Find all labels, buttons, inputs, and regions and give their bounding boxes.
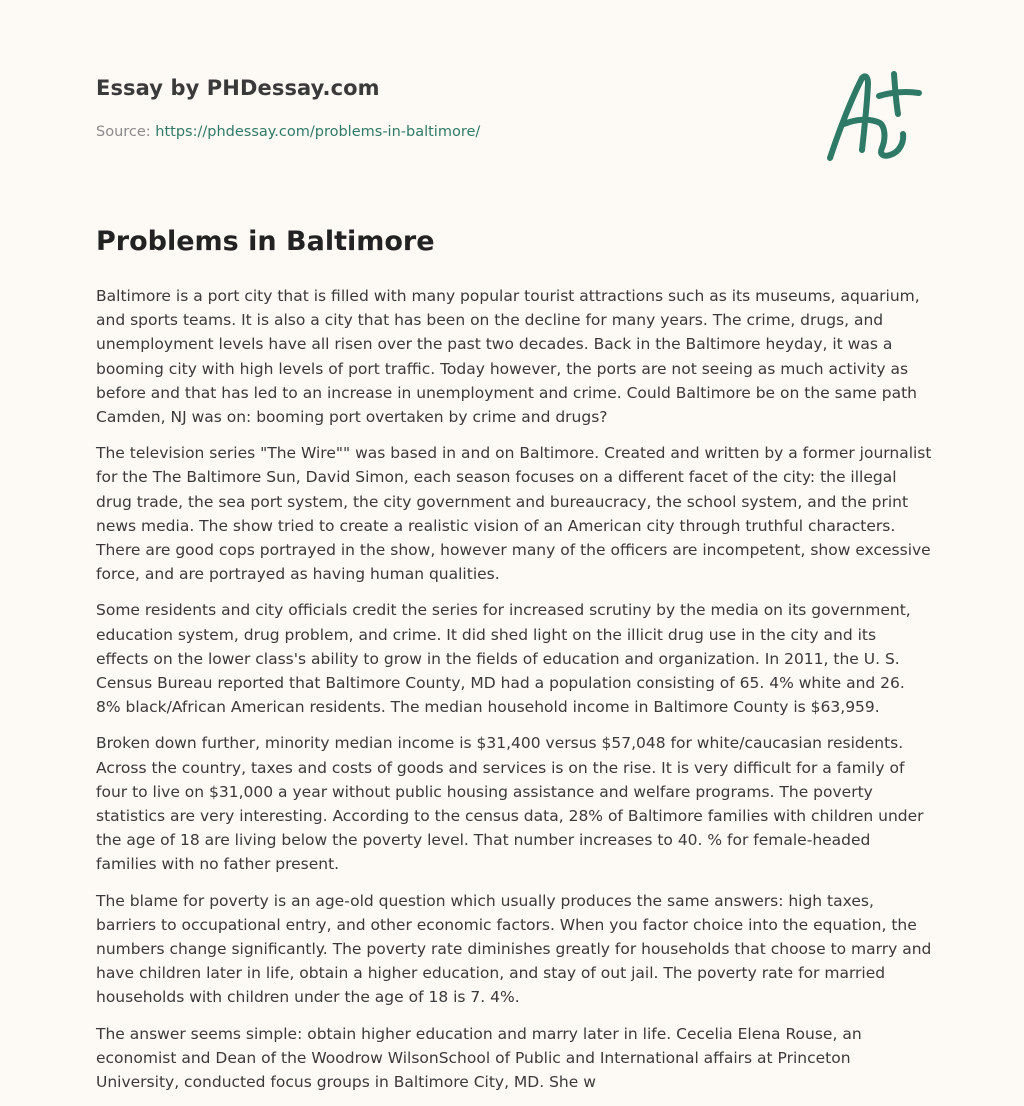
article-paragraph: The blame for poverty is an age-old question which usually produces the same answers: high taxes, barriers to occupational entry, and other economic factors. When you factor choice into the equation, the numbers change significantly. The poverty rate diminishes greatly for households that choose to marry and have children later in life, obtain a higher education, and stay of out jail. The poverty rate for married households with children under the age of 18 is 7. 4%.	[96, 891, 932, 1007]
article-body	[96, 284, 932, 1106]
source-link[interactable]: https://phdessay.com/problems-in-baltimore/	[155, 124, 481, 140]
a-plus-logo-icon	[824, 66, 928, 166]
article-title: Problems in Baltimore	[96, 226, 435, 257]
source-label: Source:	[96, 124, 151, 140]
source-line	[96, 124, 480, 140]
article-paragraph: Broken down further, minority median income is $31,400 versus $57,048 for white/caucasian residents. Across the country, taxes and costs of goods and services is on the rise. It is very difficult for a family of four to live on $31,000 a year without public housing assistance and welfare programs. The poverty statistics are very interesting. According to the census data, 28% of Baltimore families with children under the age of 18 are living below the poverty level. That number increases to 40. % for female-headed families with no father present.	[96, 734, 924, 874]
article-paragraph: Baltimore is a port city that is filled with many popular tourist attractions such as its museums, aquarium, and sports teams. It is also a city that has been on the decline for many years. The crime, drugs, and unemployment levels have all risen over the past two decades. Back in the Baltimore heyday, it was a booming city with high levels of port traffic. Today however, the ports are not seeing as much activity as before and that has led to an increase in unemployment and crime. Could Baltimore be on the same path Camden, NJ was on: booming port overtaken by crime and drugs?	[96, 287, 920, 427]
essay-header	[96, 0, 928, 200]
site-brand: Essay by PHDessay.com	[96, 76, 380, 100]
article-paragraph: The television series "The Wire"" was based in and on Baltimore. Created and written by a former journalist for the The Baltimore Sun, David Simon, each season focuses on a different facet of the city: the illegal drug trade, the sea port system, the city government and bureaucracy, the school system, and the print news media. The show tried to create a realistic vision of an American city through truthful characters. There are good cops portrayed in the show, however many of the officers are incompetent, show excessive force, and are portrayed as having human qualities.	[96, 444, 932, 584]
article-paragraph: Some residents and city officials credit the series for increased scrutiny by the media on its government, education system, drug problem, and crime. It did shed light on the illicit drug use in the city and its effects on the lower class's ability to grow in the fields of education and organization. In 2011, the U. S. Census Bureau reported that Baltimore County, MD had a population consisting of 65. 4% white and 26. 8% black/African American residents. The median household income in Baltimore County is $63,959.	[96, 601, 911, 717]
article-paragraph: The answer seems simple: obtain higher education and marry later in life. Cecelia Elena Rouse, an economist and Dean of the Woodrow WilsonSchool of Public and International affairs at Princeton University, conducted focus groups in Baltimore City, MD. She w	[96, 1024, 862, 1092]
